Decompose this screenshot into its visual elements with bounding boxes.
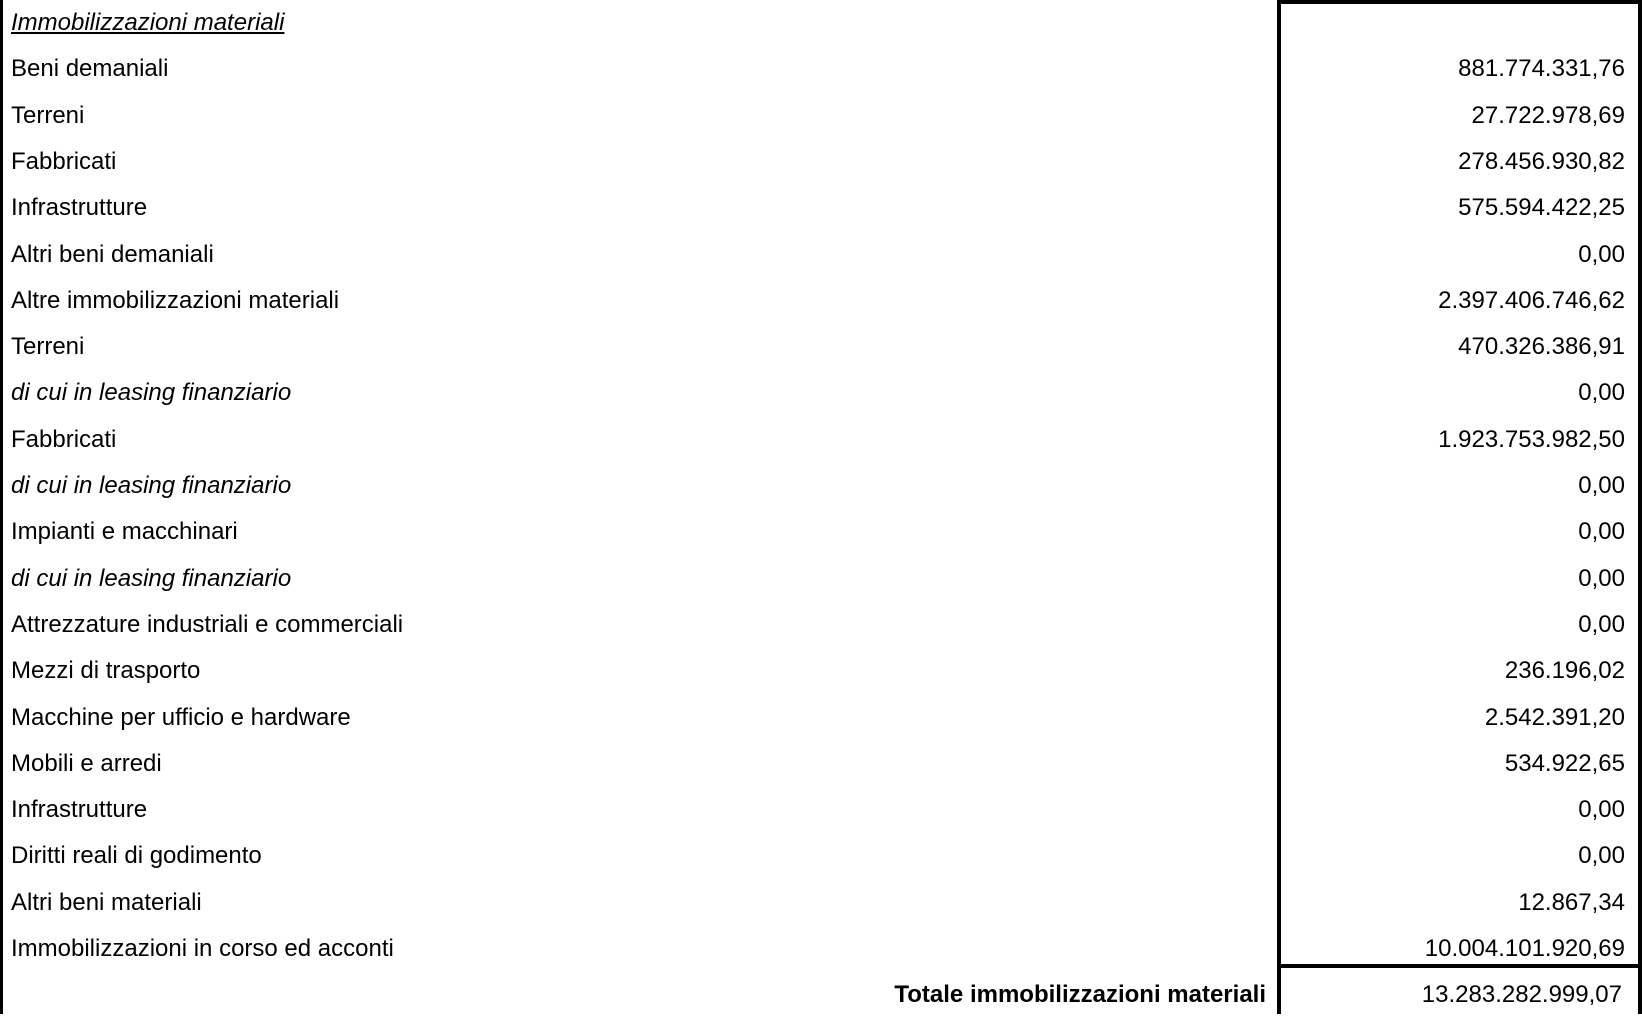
- row-label: Beni demaniali: [11, 55, 169, 83]
- row-label: Altre immobilizzazioni materiali: [11, 286, 340, 314]
- row-value: 236.196,02: [1504, 657, 1625, 685]
- row-value: 12.867,34: [1518, 888, 1625, 916]
- table-row: [3, 695, 1642, 741]
- row-value: 0,00: [1578, 842, 1625, 870]
- table-row: [3, 741, 1642, 787]
- table-row: [3, 880, 1642, 926]
- row-label: Infrastrutture: [11, 796, 148, 824]
- row-value: 2.542.391,20: [1484, 703, 1625, 731]
- table-row: [3, 602, 1642, 648]
- row-label: di cui in leasing finanziario: [11, 472, 292, 499]
- row-label: Attrezzature industriali e commerciali: [11, 610, 404, 638]
- row-value: 0,00: [1578, 518, 1625, 546]
- row-label: Altri beni demaniali: [11, 240, 214, 268]
- row-value: 0,00: [1578, 796, 1625, 824]
- table-row: [3, 509, 1642, 555]
- row-label: Infrastrutture: [11, 194, 148, 222]
- row-value: 10.004.101.920,69: [1424, 935, 1625, 962]
- row-label: Fabbricati: [11, 425, 117, 453]
- table-row: [3, 185, 1642, 231]
- row-value: 278.456.930,82: [1458, 147, 1625, 175]
- table-row: [3, 556, 1642, 602]
- row-label: Terreni: [11, 333, 85, 361]
- total-value: 13.283.282.999,07: [1421, 981, 1622, 1008]
- row-label: di cui in leasing finanziario: [11, 564, 292, 592]
- row-label: Mezzi di trasporto: [11, 657, 201, 685]
- row-value: 0,00: [1578, 379, 1625, 407]
- row-label: Macchine per ufficio e hardware: [11, 703, 351, 731]
- row-value: 0,00: [1578, 240, 1625, 268]
- row-label: Fabbricati: [11, 147, 117, 175]
- table-row: [3, 93, 1642, 139]
- total-label: Totale immobilizzazioni materiali: [894, 981, 1266, 1008]
- row-value: 1.923.753.982,50: [1438, 425, 1625, 453]
- row-label: Diritti reali di godimento: [11, 842, 262, 870]
- row-value: 2.397.406.746,62: [1438, 286, 1625, 314]
- row-label: Mobili e arredi: [11, 749, 162, 777]
- table-row: [3, 278, 1642, 324]
- row-value: 27.722.978,69: [1471, 101, 1625, 129]
- row-value: 534.922,65: [1504, 749, 1625, 777]
- table-row: [3, 648, 1642, 694]
- row-label: Terreni: [11, 101, 85, 129]
- table-row: [3, 787, 1642, 833]
- table-row: [3, 324, 1642, 370]
- table-row: [3, 232, 1642, 278]
- row-label: Altri beni materiali: [11, 888, 202, 916]
- row-label: di cui in leasing finanziario: [11, 379, 292, 407]
- section-heading: Immobilizzazioni materiali: [11, 9, 285, 36]
- row-value: 881.774.331,76: [1458, 55, 1625, 83]
- row-label: Impianti e macchinari: [11, 518, 238, 546]
- row-value: 575.594.422,25: [1458, 194, 1625, 222]
- table-row: [3, 370, 1642, 416]
- section-heading-row: [3, 0, 1642, 46]
- row-value: 0,00: [1578, 472, 1625, 499]
- table-row: [3, 463, 1642, 509]
- table-row: [3, 833, 1642, 879]
- row-label: Immobilizzazioni in corso ed acconti: [11, 935, 394, 962]
- table-row: [3, 139, 1642, 185]
- row-value: 0,00: [1578, 564, 1625, 592]
- row-value: 0,00: [1578, 610, 1625, 638]
- table-row: [3, 46, 1642, 92]
- row-value: 470.326.386,91: [1458, 333, 1625, 361]
- table-row: [3, 417, 1642, 463]
